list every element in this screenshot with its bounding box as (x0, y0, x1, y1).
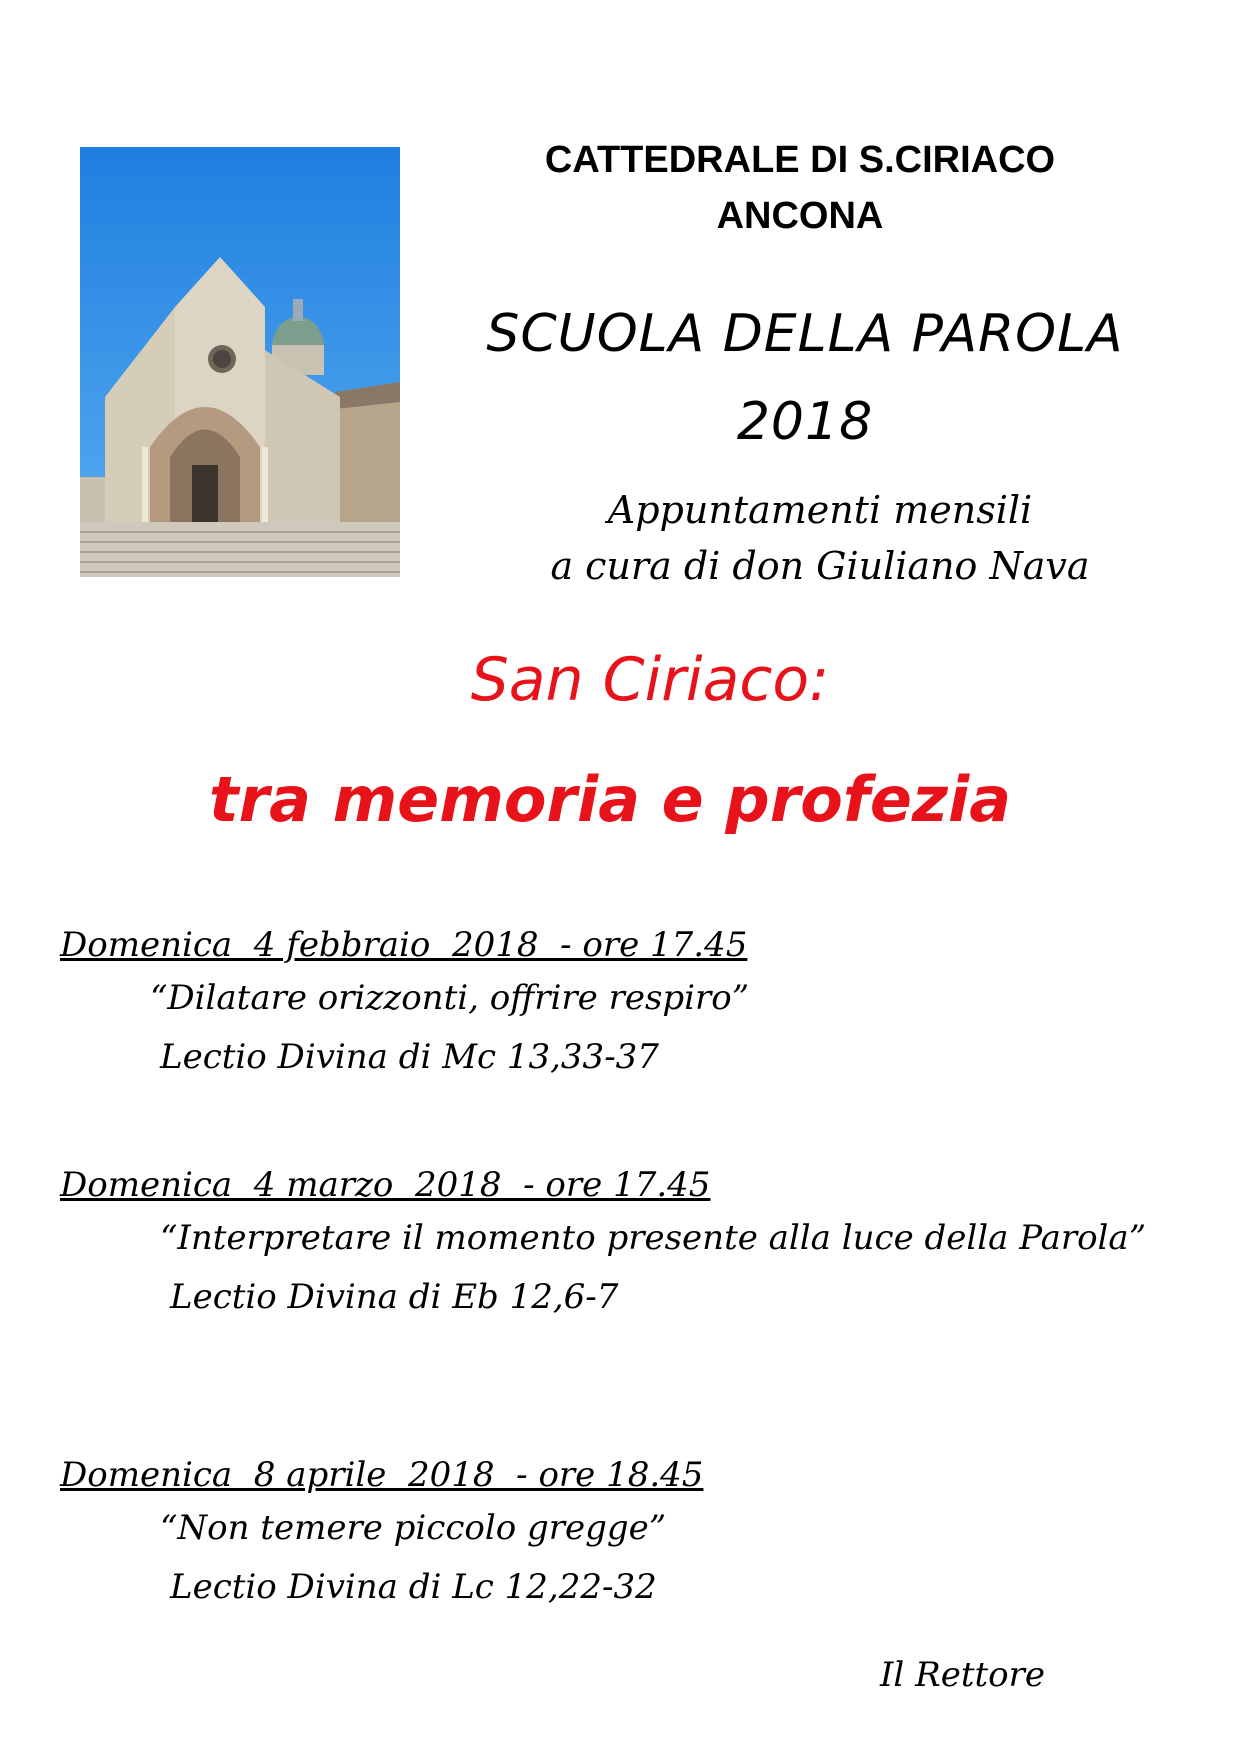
event-lectio: Lectio Divina di Mc 13,33-37 (160, 1037, 659, 1077)
header-line-2: ANCONA (716, 195, 884, 237)
header-line-1: CATTEDRALE DI S.CIRIACO (544, 139, 1056, 181)
event-item (60, 920, 1180, 1088)
event-lectio: Lectio Divina di Lc 12,22-32 (170, 1567, 657, 1607)
event-quote: “Interpretare il momento presente alla luce della Parola” (160, 1218, 1147, 1258)
cathedral-header (440, 132, 1160, 244)
cathedral-photo (80, 147, 400, 577)
subtitle-line-2: a cura di don Giuliano Nava (550, 544, 1090, 588)
event-quote: “Non temere piccolo gregge” (160, 1508, 667, 1548)
title-line-2: 2018 (736, 392, 874, 452)
event-item (60, 1160, 1180, 1328)
event-item (60, 1450, 1180, 1618)
document-title (420, 290, 1190, 466)
cathedral-illustration (80, 147, 400, 577)
event-quote: “Dilatare orizzonti, offrire respiro” (150, 978, 750, 1018)
subtitle (420, 482, 1220, 594)
event-date: Domenica 4 febbraio 2018 - ore 17.45 (60, 925, 748, 965)
signature: Il Rettore (880, 1655, 1046, 1695)
theme-line-2: tra memoria e profezia (208, 763, 1012, 836)
event-lectio: Lectio Divina di Eb 12,6-7 (170, 1277, 619, 1317)
event-date: Domenica 8 aprile 2018 - ore 18.45 (60, 1455, 704, 1495)
event-date: Domenica 4 marzo 2018 - ore 17.45 (60, 1165, 711, 1205)
subtitle-line-1: Appuntamenti mensili (607, 488, 1033, 532)
theme-line-1: San Ciriaco: (470, 645, 830, 715)
title-line-1: SCUOLA DELLA PAROLA (486, 304, 1124, 364)
